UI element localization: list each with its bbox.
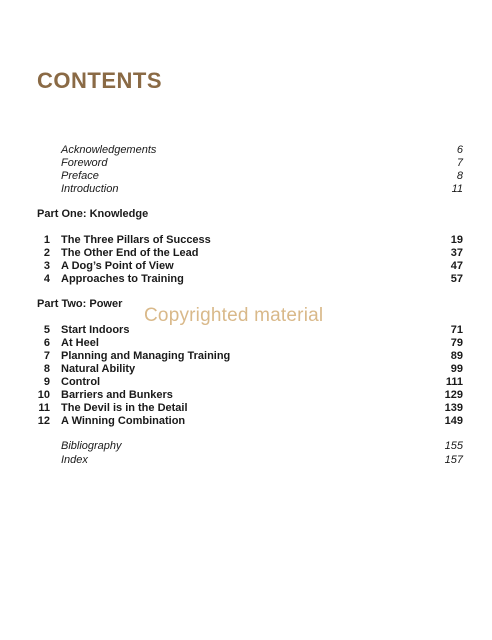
chapter-title: The Three Pillars of Success: [61, 234, 211, 246]
chapter-page: 139: [444, 402, 463, 414]
toc-entry-page: 8: [456, 170, 463, 182]
toc-entry-page: 6: [456, 144, 463, 156]
toc-entry-page: 11: [451, 183, 463, 195]
toc-entry-label: Index: [61, 454, 88, 466]
toc-entry: [0, 183, 492, 196]
chapter-number: 4: [43, 273, 50, 285]
chapter-page: 99: [450, 363, 463, 375]
chapter-number: 5: [43, 324, 50, 336]
toc-entry-label: Bibliography: [61, 440, 122, 452]
toc-entry-label: Preface: [61, 170, 99, 182]
toc-chapter: [0, 337, 492, 350]
toc-entry: [0, 144, 492, 157]
toc-chapter: [0, 389, 492, 402]
chapter-title: The Other End of the Lead: [61, 247, 199, 259]
chapter-page: 19: [450, 234, 463, 246]
chapter-page: 149: [444, 415, 463, 427]
chapter-number: 12: [37, 415, 50, 427]
chapter-number: 6: [43, 337, 50, 349]
page-title: CONTENTS: [37, 68, 162, 93]
chapter-page: 129: [444, 389, 463, 401]
chapter-title: The Devil is in the Detail: [61, 402, 188, 414]
chapter-title: Approaches to Training: [61, 273, 184, 285]
toc-entry: [0, 157, 492, 170]
toc-entry-page: 157: [444, 454, 463, 466]
toc-entry-label: Acknowledgements: [61, 144, 157, 156]
chapter-title: Natural Ability: [61, 363, 136, 375]
toc-chapter: [0, 234, 492, 247]
toc-chapter: [0, 260, 492, 273]
chapter-page: 57: [450, 273, 463, 285]
chapter-title: Start Indoors: [61, 324, 130, 336]
chapter-title: Planning and Managing Training: [61, 350, 231, 362]
chapter-title: A Dog’s Point of View: [61, 260, 174, 272]
chapter-page: 37: [450, 247, 463, 259]
chapter-number: 3: [43, 260, 50, 272]
toc-chapter: [0, 273, 492, 286]
chapter-number: 2: [43, 247, 50, 259]
chapter-page: 71: [450, 324, 463, 336]
chapter-page: 111: [445, 376, 463, 388]
chapter-page: 89: [450, 350, 463, 362]
toc-chapter: [0, 247, 492, 260]
toc-chapter: [0, 402, 492, 415]
toc-entry: [0, 440, 492, 453]
toc-chapter: [0, 363, 492, 376]
chapter-title: A Winning Combination: [61, 415, 186, 427]
chapter-number: 7: [43, 350, 50, 362]
toc-entry-page: 7: [456, 157, 463, 169]
toc-chapter: [0, 350, 492, 363]
chapter-title: At Heel: [61, 337, 99, 349]
toc-chapter: [0, 376, 492, 389]
chapter-page: 79: [450, 337, 463, 349]
toc-entry-page: 155: [444, 440, 463, 452]
chapter-number: 8: [43, 363, 50, 375]
chapter-number: 11: [38, 402, 50, 414]
chapter-number: 10: [37, 389, 50, 401]
chapter-number: 1: [43, 234, 50, 246]
toc-entry-label: Introduction: [61, 183, 119, 195]
chapter-title: Control: [61, 376, 101, 388]
toc-entry: [0, 454, 492, 467]
toc-entry: [0, 170, 492, 183]
copyright-watermark: Copyrighted material: [144, 305, 324, 326]
chapter-number: 9: [43, 376, 50, 388]
part-two-heading: Part Two: Power: [37, 298, 123, 310]
toc-entry-label: Foreword: [61, 157, 108, 169]
chapter-page: 47: [450, 260, 463, 272]
chapter-title: Barriers and Bunkers: [61, 389, 173, 401]
part-one-heading: Part One: Knowledge: [37, 208, 149, 220]
toc-chapter: [0, 415, 492, 428]
